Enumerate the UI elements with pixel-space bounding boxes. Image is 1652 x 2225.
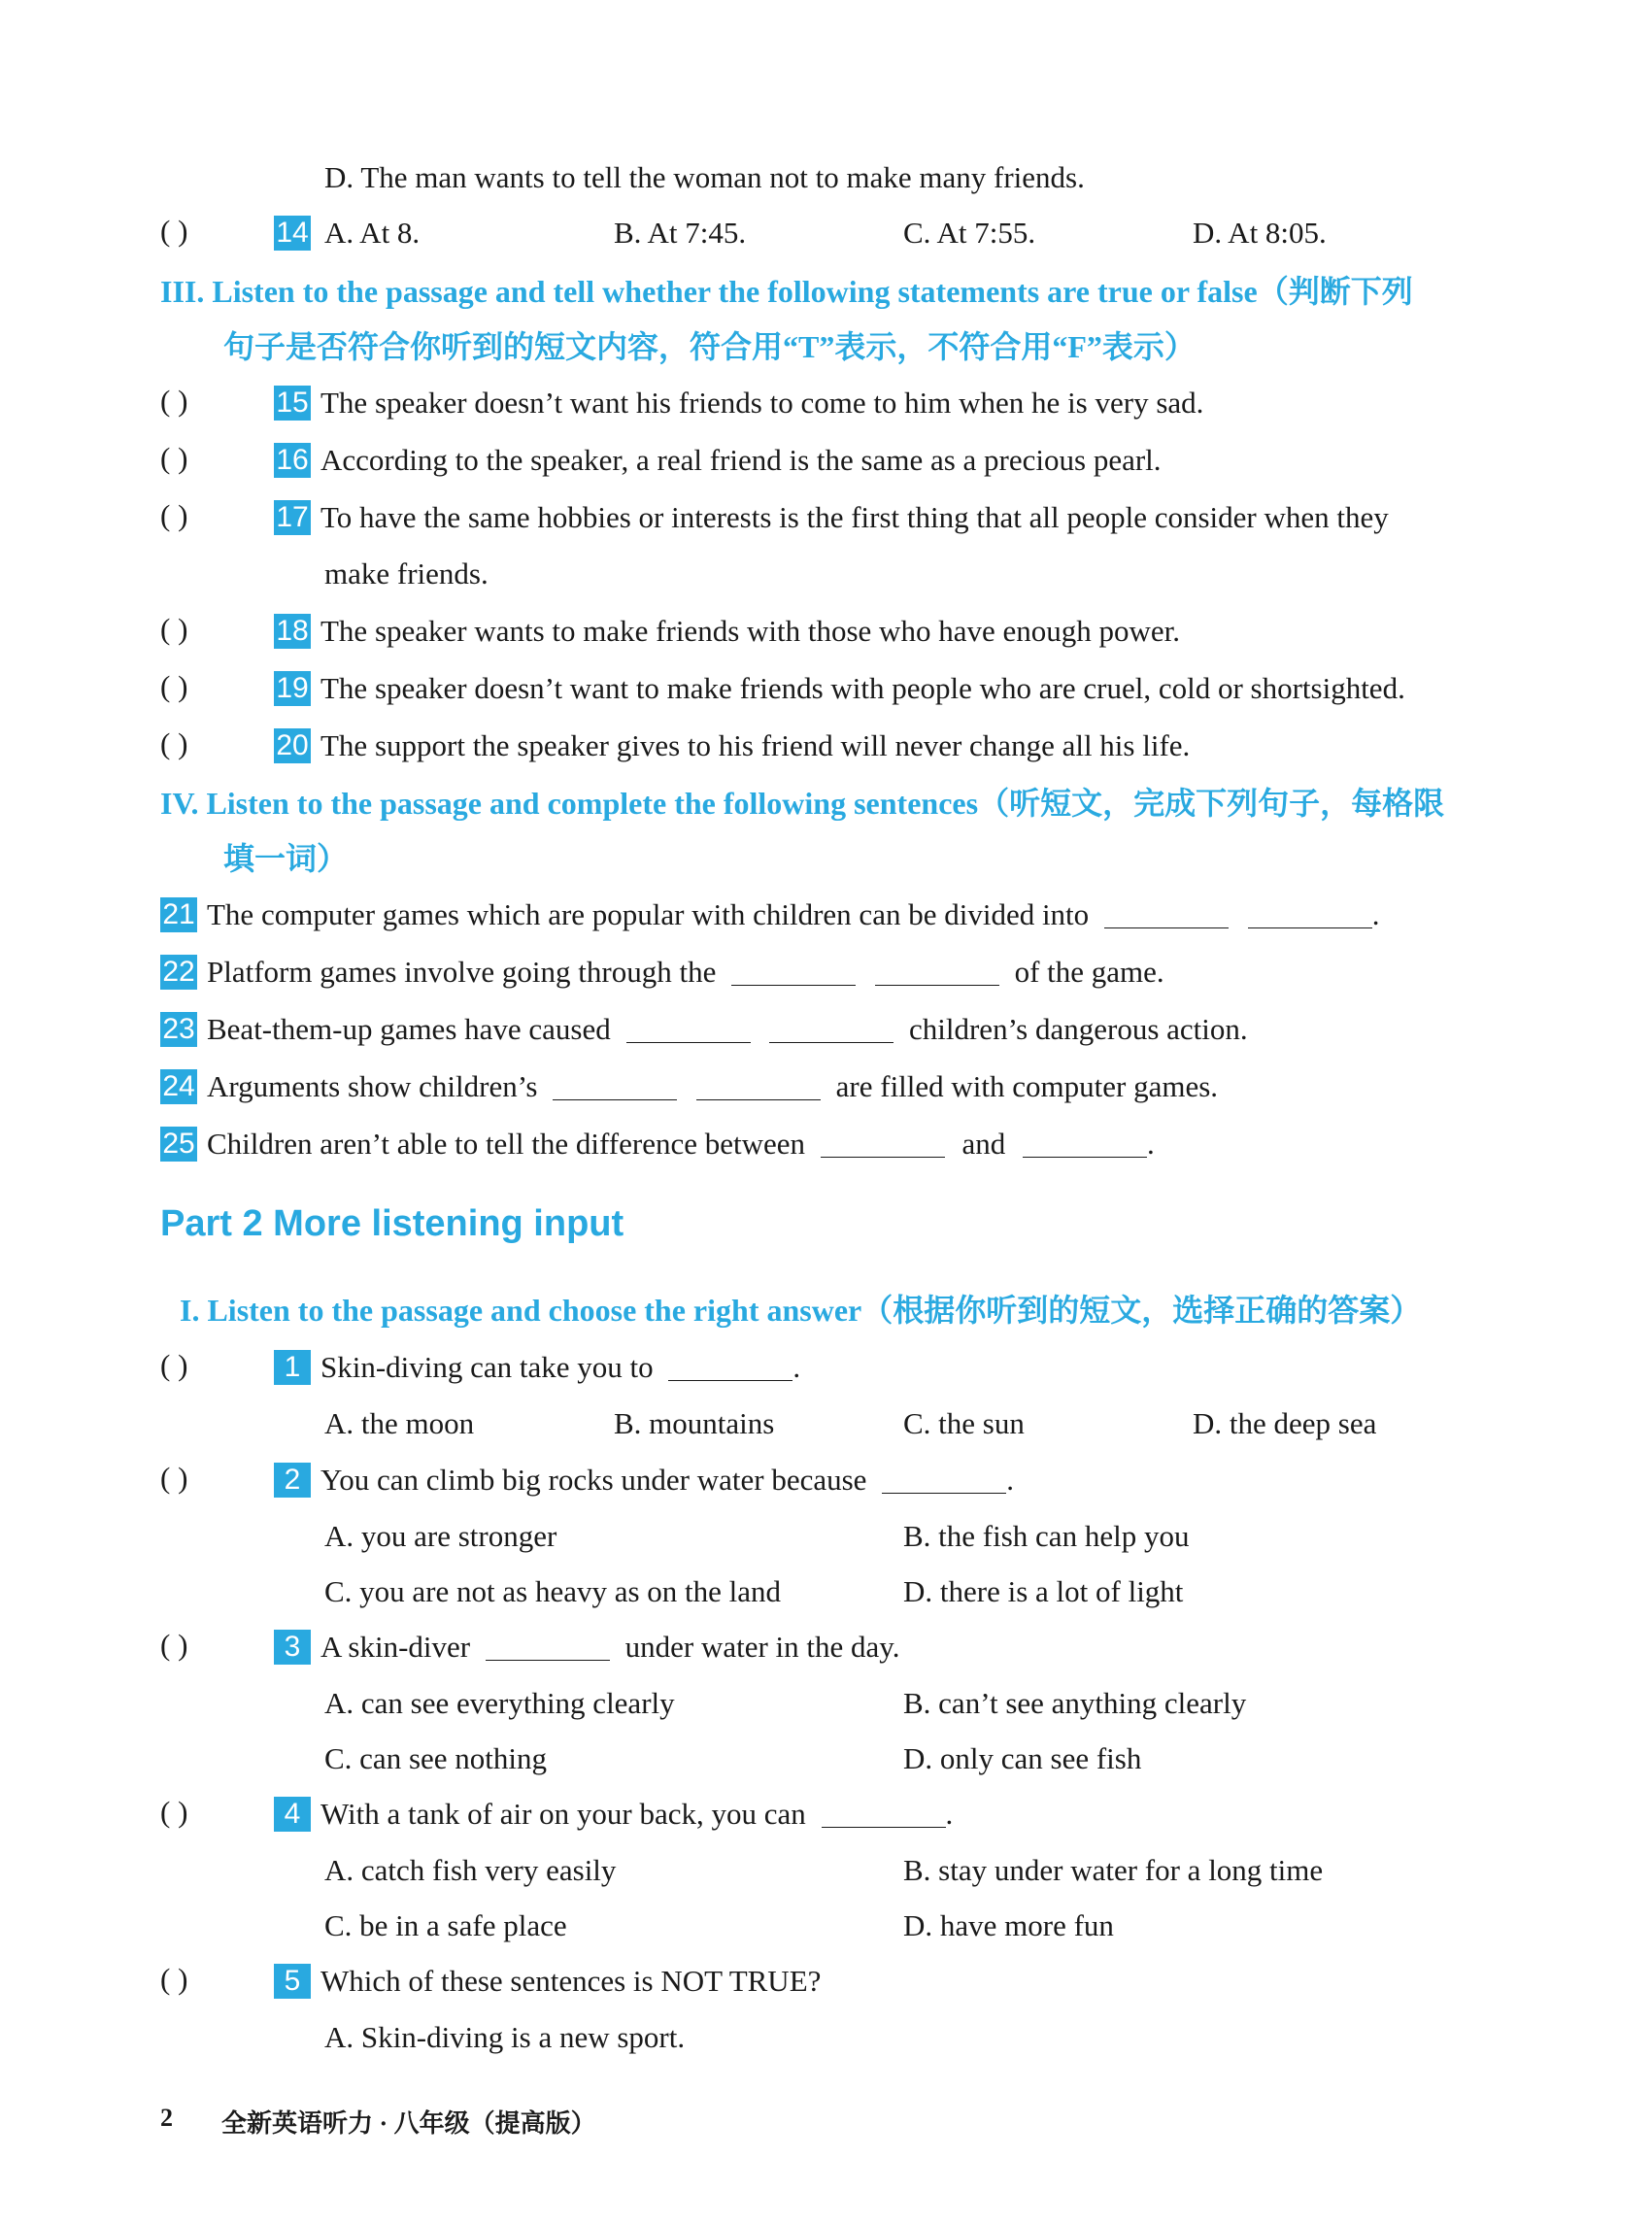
- option-d: D. have more fun: [903, 1908, 1114, 1942]
- answer-blank[interactable]: [882, 1466, 1006, 1494]
- option-d: D. there is a lot of light: [903, 1574, 1184, 1608]
- answer-blank[interactable]: [668, 1353, 792, 1381]
- question-16: [274, 441, 1162, 480]
- answer-paren[interactable]: ( ): [160, 1348, 188, 1382]
- option-d: D. the deep sea: [1193, 1406, 1377, 1440]
- answer-blank[interactable]: [1023, 1129, 1147, 1158]
- question-number: 17: [274, 500, 311, 535]
- question-text: Which of these sentences is NOT TRUE?: [320, 1964, 822, 1998]
- question-number: 20: [274, 728, 311, 763]
- question-text: The support the speaker gives to his friend will never change all his life.: [320, 728, 1191, 762]
- question-18: [274, 612, 1180, 651]
- answer-blank[interactable]: [731, 958, 856, 986]
- page-number: 2: [160, 2104, 173, 2132]
- question-number: 15: [274, 386, 311, 421]
- question-text: A skin-diver: [320, 1630, 471, 1664]
- question-number: 21: [160, 897, 197, 932]
- option-b: B. can’t see anything clearly: [903, 1686, 1247, 1720]
- question-20: [274, 726, 1190, 765]
- answer-paren[interactable]: ( ): [160, 214, 188, 248]
- part-2-title: Part 2 More listening input: [160, 1203, 624, 1244]
- section-3-title-line1: III. Listen to the passage and tell whether the following statements are true or false（判断下列: [160, 274, 1413, 309]
- question-14: [274, 214, 320, 253]
- sentence-start: Arguments show children’s: [207, 1069, 538, 1103]
- question-number: 25: [160, 1127, 197, 1162]
- answer-blank[interactable]: [553, 1072, 677, 1100]
- question-number: 18: [274, 614, 311, 649]
- answer-paren[interactable]: ( ): [160, 726, 188, 760]
- answer-blank[interactable]: [1248, 900, 1372, 928]
- option-c: C. you are not as heavy as on the land: [324, 1574, 782, 1608]
- question-end: .: [945, 1797, 954, 1831]
- option-a: A. the moon: [324, 1406, 475, 1440]
- question-19: [274, 669, 1405, 708]
- option-b: B. mountains: [614, 1406, 775, 1440]
- question-24: [160, 1067, 1218, 1106]
- question-number: 23: [160, 1012, 197, 1047]
- question-number: 24: [160, 1069, 197, 1104]
- answer-paren[interactable]: ( ): [160, 384, 188, 418]
- question-15: [274, 384, 1203, 422]
- sentence-end: are filled with computer games.: [835, 1069, 1219, 1103]
- answer-blank[interactable]: [1104, 900, 1229, 928]
- answer-paren[interactable]: ( ): [160, 1461, 188, 1495]
- sentence-mid: and: [961, 1127, 1006, 1161]
- sentence-start: Platform games involve going through the: [207, 955, 717, 989]
- option-c: C. can see nothing: [324, 1741, 548, 1775]
- question-text: With a tank of air on your back, you can: [320, 1797, 806, 1831]
- part2-question-3: [274, 1628, 900, 1667]
- question-17: [274, 498, 1389, 537]
- option-a: A. Skin-diving is a new sport.: [324, 2020, 686, 2054]
- sentence-start: Beat-them-up games have caused: [207, 1012, 611, 1046]
- question-text: According to the speaker, a real friend is the same as a precious pearl.: [320, 443, 1162, 477]
- question-number: 16: [274, 443, 311, 478]
- section-3-title-line2: 句子是否符合你听到的短文内容，符合用“T”表示，不符合用“F”表示）: [223, 329, 1196, 364]
- part-2-section-1-title: I. Listen to the passage and choose the right answer（根据你听到的短文，选择正确的答案）: [180, 1293, 1422, 1328]
- question-text: The speaker wants to make friends with those who have enough power.: [320, 614, 1180, 648]
- section-4-title-line2: 填一词）: [223, 841, 349, 876]
- question-end: .: [792, 1350, 801, 1384]
- answer-paren[interactable]: ( ): [160, 498, 188, 532]
- option-c: C. be in a safe place: [324, 1908, 567, 1942]
- answer-blank[interactable]: [696, 1072, 821, 1100]
- sentence-end: children’s dangerous action.: [909, 1012, 1248, 1046]
- sentence-start: The computer games which are popular with children can be divided into: [207, 897, 1090, 931]
- question-text: Skin-diving can take you to: [320, 1350, 654, 1384]
- answer-paren[interactable]: ( ): [160, 1962, 188, 1996]
- answer-paren[interactable]: ( ): [160, 669, 188, 703]
- question-number: 22: [160, 955, 197, 990]
- question-17-continued: make friends.: [324, 556, 489, 590]
- question-text: The speaker doesn’t want his friends to come to him when he is very sad.: [320, 386, 1204, 420]
- option-b: B. stay under water for a long time: [903, 1853, 1324, 1887]
- question-25: [160, 1125, 1155, 1163]
- section-4-title-line1: IV. Listen to the passage and complete the following sentences（听短文，完成下列句子，每格限: [160, 786, 1445, 821]
- answer-paren[interactable]: ( ): [160, 1628, 188, 1662]
- question-number: 14: [274, 216, 311, 251]
- question-22: [160, 953, 1164, 992]
- question-number: 19: [274, 671, 311, 706]
- option-a: A. can see everything clearly: [324, 1686, 675, 1720]
- part2-question-5: [274, 1962, 821, 2001]
- question-number: 5: [274, 1964, 311, 1999]
- part2-question-2: [274, 1461, 1014, 1500]
- answer-blank[interactable]: [486, 1633, 610, 1661]
- question-text: To have the same hobbies or interests is the first thing that all people consider when they: [320, 500, 1389, 534]
- question-text: The speaker doesn’t want to make friends with people who are cruel, cold or shortsighted.: [320, 671, 1405, 705]
- question-number: 2: [274, 1463, 311, 1498]
- question-number: 4: [274, 1797, 311, 1832]
- part2-question-1: [274, 1348, 800, 1387]
- question-end: under water in the day.: [624, 1630, 900, 1664]
- answer-blank[interactable]: [821, 1129, 945, 1158]
- option-b: B. the fish can help you: [903, 1519, 1190, 1553]
- sentence-start: Children aren’t able to tell the difference between: [207, 1127, 806, 1161]
- answer-paren[interactable]: ( ): [160, 441, 188, 475]
- question-text: You can climb big rocks under water because: [320, 1463, 867, 1497]
- question-number: 3: [274, 1630, 311, 1665]
- answer-paren[interactable]: ( ): [160, 612, 188, 646]
- answer-blank[interactable]: [822, 1800, 946, 1828]
- answer-blank[interactable]: [875, 958, 999, 986]
- answer-paren[interactable]: ( ): [160, 1795, 188, 1829]
- sentence-end: .: [1371, 897, 1380, 931]
- option-b: B. At 7:45.: [614, 216, 747, 250]
- question-end: .: [1006, 1463, 1014, 1497]
- option-c: C. At 7:55.: [903, 216, 1036, 250]
- option-c: C. the sun: [903, 1406, 1025, 1440]
- option-d: D. At 8:05.: [1193, 216, 1327, 250]
- option-a: A. At 8.: [324, 216, 421, 250]
- answer-blank[interactable]: [626, 1015, 751, 1043]
- question-21: [160, 895, 1379, 934]
- part2-question-4: [274, 1795, 953, 1834]
- question-23: [160, 1010, 1248, 1049]
- option-a: A. you are stronger: [324, 1519, 557, 1553]
- option-d-q13: D. The man wants to tell the woman not to make many friends.: [324, 160, 1085, 194]
- option-d: D. only can see fish: [903, 1741, 1142, 1775]
- book-title: 全新英语听力 · 八年级（提高版）: [221, 2109, 596, 2138]
- option-a: A. catch fish very easily: [324, 1853, 617, 1887]
- answer-blank[interactable]: [769, 1015, 893, 1043]
- sentence-end: .: [1147, 1127, 1155, 1161]
- question-number: 1: [274, 1350, 311, 1385]
- sentence-end: of the game.: [1014, 955, 1164, 989]
